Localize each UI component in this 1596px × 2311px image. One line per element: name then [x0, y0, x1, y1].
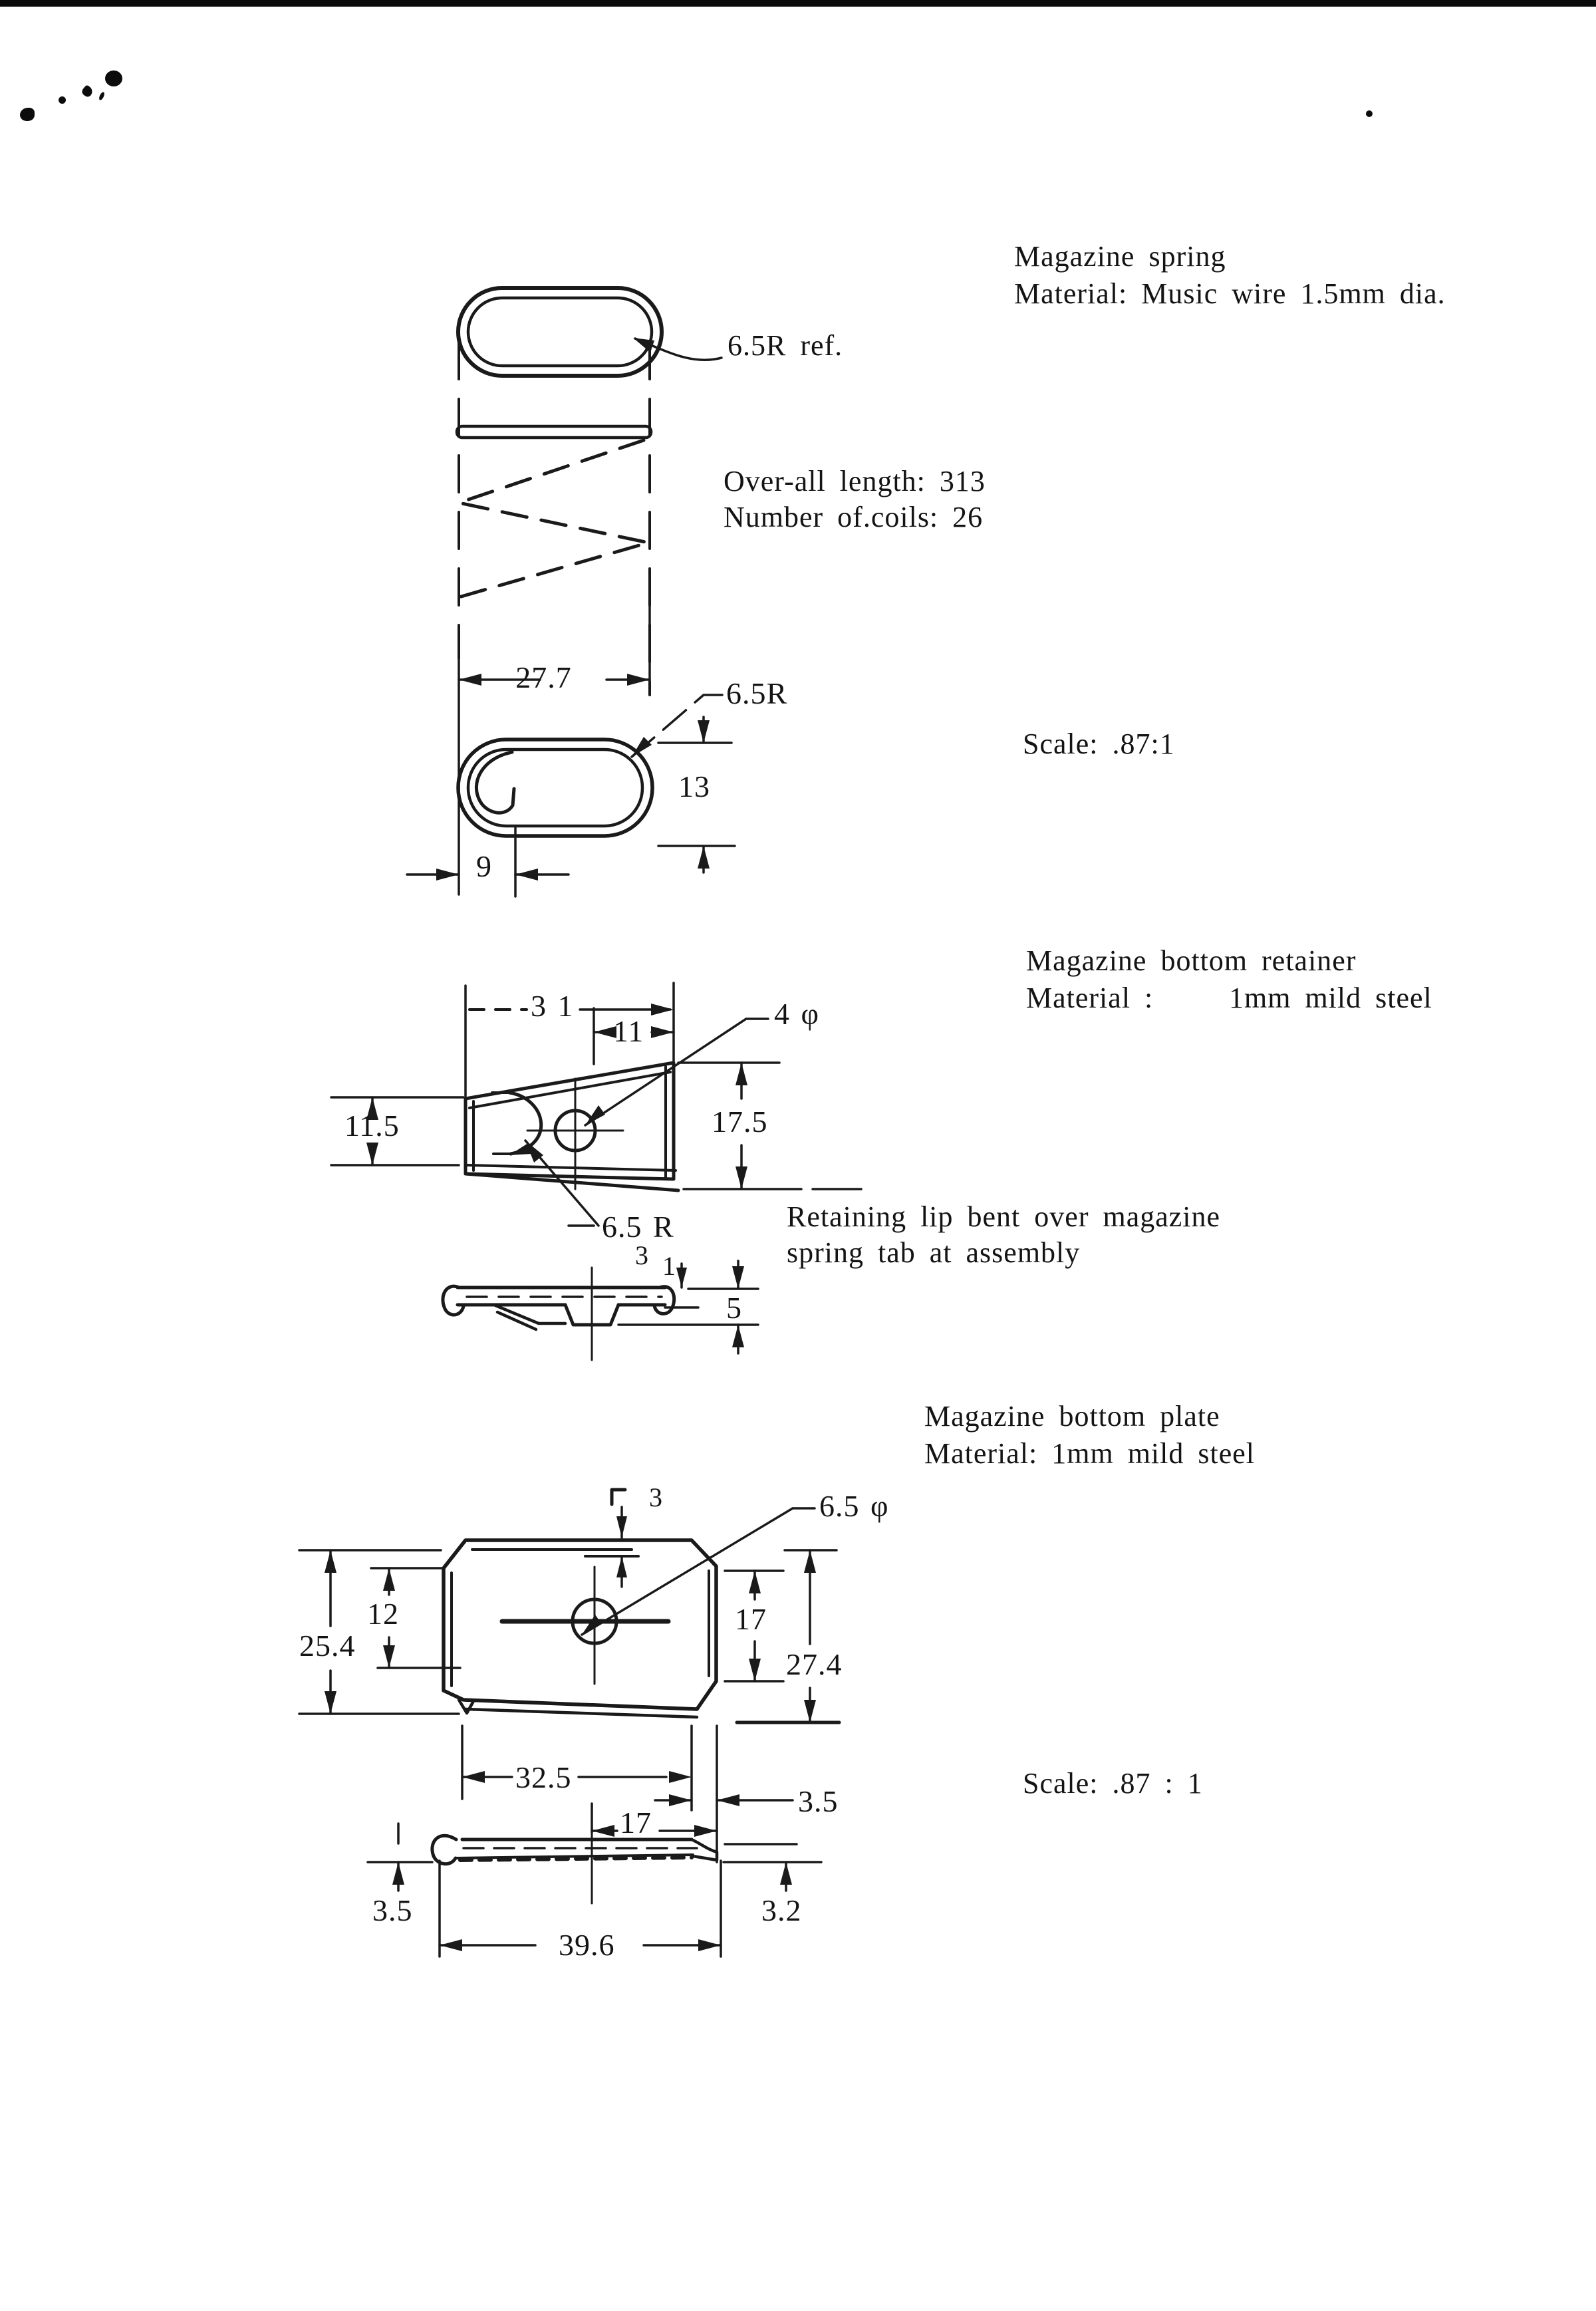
spring-end-radius-dim-text: 6.5R — [726, 676, 788, 710]
retainer-top-view — [466, 1063, 678, 1190]
retainer-radius-dim-text: 6.5 R — [602, 1210, 674, 1244]
spring-scale-label: Scale: .87:1 — [1023, 728, 1175, 760]
plate-side-length-dim-text: 39.6 — [559, 1928, 615, 1962]
plate-side-view — [432, 1804, 717, 1903]
spring-side-view — [457, 342, 651, 695]
plate-scale-label: Scale: .87 : 1 — [1023, 1767, 1203, 1800]
retainer-hole-offset-dim-text: 11 — [613, 1014, 644, 1048]
plate-width-inner-dim-text: 32.5 — [515, 1760, 572, 1794]
plate-top-view — [444, 1540, 716, 1717]
spring-height-dim-text: 13 — [678, 769, 710, 803]
plate-right-inner-dim-text: 17 — [735, 1602, 767, 1636]
plate-material: Material: 1mm mild steel — [924, 1437, 1256, 1470]
spring-width-dim-text: 27.7 — [515, 660, 572, 694]
retainer-left-height-dim-text: 11.5 — [344, 1109, 400, 1143]
retainer-side-tab-dim-text: 3 — [635, 1240, 649, 1270]
plate-left-inner-dim-text: 12 — [367, 1597, 399, 1631]
retainer-material-label: Material : — [1026, 982, 1154, 1014]
spring-coils-label: Number of.coils: 26 — [724, 501, 984, 533]
retainer-right-height-dimension — [678, 1063, 861, 1189]
plate-title: Magazine bottom plate — [924, 1400, 1220, 1432]
retainer-material-value: 1mm mild steel — [1229, 982, 1432, 1014]
retainer-note-line1: Retaining lip bent over magazine — [787, 1200, 1221, 1233]
spring-radius-ref-label: 6.5R ref. — [728, 329, 843, 362]
plate-tab-width-dim-text: 17 — [620, 1806, 652, 1839]
plate-lip-offset-dim-text: 3.5 — [798, 1784, 839, 1818]
plate-corner-dim-text: 3 — [649, 1482, 663, 1512]
retainer-side-view — [443, 1268, 674, 1360]
spring-overall-length-label: Over-all length: 313 — [724, 465, 986, 497]
plate-left-outer-dim-text: 25.4 — [299, 1629, 356, 1663]
retainer-hole-dia-dim-text: 4 φ — [774, 997, 820, 1031]
spring-bottom-view — [458, 695, 722, 836]
plate-right-outer-dim-text: 27.4 — [786, 1647, 843, 1681]
plate-corner-dimension — [612, 1490, 627, 1587]
retainer-width-dim-text: 3 1 — [531, 989, 574, 1023]
plate-hole-dia-dim-text: 6.5 φ — [819, 1489, 889, 1523]
retainer-note-line2: spring tab at assembly — [787, 1236, 1081, 1269]
spring-material: Material: Music wire 1.5mm dia. — [1014, 277, 1446, 310]
spring-tab-dim-text: 9 — [476, 849, 492, 883]
retainer-title: Magazine bottom retainer — [1026, 944, 1357, 977]
spring-top-view — [458, 288, 722, 376]
retainer-right-height-dim-text: 17.5 — [712, 1105, 768, 1139]
plate-side-left-height-dim-text: 3.5 — [372, 1893, 413, 1927]
plate-side-right-height-dim-text: 3.2 — [761, 1893, 802, 1927]
spring-title: Magazine spring — [1014, 240, 1226, 273]
retainer-side-thickness-dim-text: 1 — [662, 1251, 676, 1281]
plate-width-dimensions — [462, 1726, 793, 1862]
retainer-side-depth-dim-text: 5 — [726, 1291, 742, 1325]
